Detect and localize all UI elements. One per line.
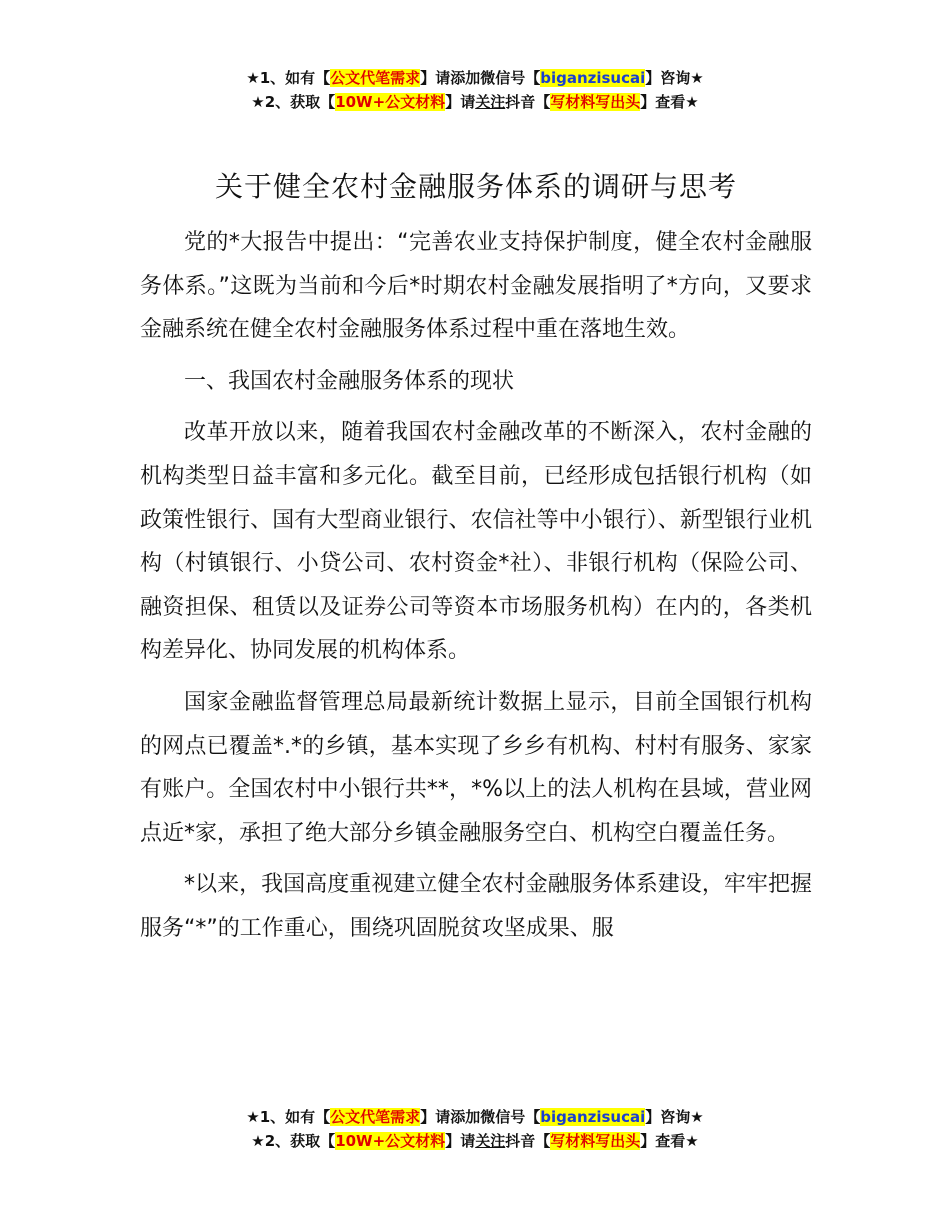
header-promo-banner (0, 66, 950, 114)
promo-text: ★1、如有【 (246, 69, 331, 87)
promo-text: 】查看★ (640, 1132, 699, 1150)
footer-promo-banner (0, 1105, 950, 1153)
promo-text: ★2、获取【 (251, 93, 336, 111)
promo-text: 抖音【 (505, 1132, 551, 1150)
section-heading: 一、我国农村金融服务体系的现状 (184, 368, 515, 394)
promo-text: 】请 (445, 93, 476, 111)
paragraph: *以来，我国高度重视建立健全农村金融服务体系建设，牢牢把握服务“*”的工作重心，围绕巩固脱贫攻坚成果、服 (140, 872, 812, 941)
promo-text: 】请添加微信号【 (420, 1108, 541, 1126)
promo-line-1 (0, 66, 950, 90)
promo-text: 】咨询★ (645, 1108, 704, 1126)
promo-highlight: 10W+公文材料 (335, 93, 446, 111)
promo-highlight: 写材料写出头 (550, 93, 641, 111)
promo-highlight: 10W+公文材料 (335, 1132, 446, 1150)
promo-text: ★1、如有【 (246, 1108, 331, 1126)
promo-line-2 (0, 90, 950, 114)
paragraph: 改革开放以来，随着我国农村金融改革的不断深入，农村金融的机构类型日益丰富和多元化。截至目前，已经形成包括银行机构（如政策性银行、国有大型商业银行、农信社等中小银行）、新型银行业机构（村镇银行、小贷公司、农村资金*社）、非银行机构（保险公司、融资担保、租赁以及证券公司等资本市场服务机构）在内的，各类机构差异化、协同发展的机构体系。 (140, 420, 812, 664)
document-title: 关于健全农村金融服务体系的调研与思考 (214, 170, 737, 203)
promo-underlined: 关注 (475, 1132, 506, 1150)
promo-text: 】请添加微信号【 (420, 69, 541, 87)
document-body (140, 165, 812, 959)
promo-text: ★2、获取【 (251, 1132, 336, 1150)
promo-text: 】查看★ (640, 93, 699, 111)
promo-highlight: 公文代笔需求 (330, 69, 421, 87)
promo-line-1 (0, 1105, 950, 1129)
paragraph-intro: 党的*大报告中提出：“完善农业支持保护制度，健全农村金融服务体系。”这既为当前和今后*时期农村金融发展指明了*方向，又要求金融系统在健全农村金融服务体系过程中重在落地生效。 (140, 230, 812, 343)
promo-text: 抖音【 (505, 93, 551, 111)
wechat-id-highlight: biganzisucai (540, 1108, 646, 1126)
promo-underlined: 关注 (475, 93, 506, 111)
promo-line-2 (0, 1129, 950, 1153)
paragraph: 国家金融监督管理总局最新统计数据上显示，目前全国银行机构的网点已覆盖*.*的乡镇，基本实现了乡乡有机构、村村有服务、家家有账户。全国农村中小银行共**，*%以上的法人机构在县域，营业网点近*家，承担了绝大部分乡镇金融服务空白、机构空白覆盖任务。 (140, 689, 812, 846)
promo-text: 】咨询★ (645, 69, 704, 87)
wechat-id-highlight: biganzisucai (540, 69, 646, 87)
promo-highlight: 写材料写出头 (550, 1132, 641, 1150)
promo-text: 】请 (445, 1132, 476, 1150)
promo-highlight: 公文代笔需求 (330, 1108, 421, 1126)
